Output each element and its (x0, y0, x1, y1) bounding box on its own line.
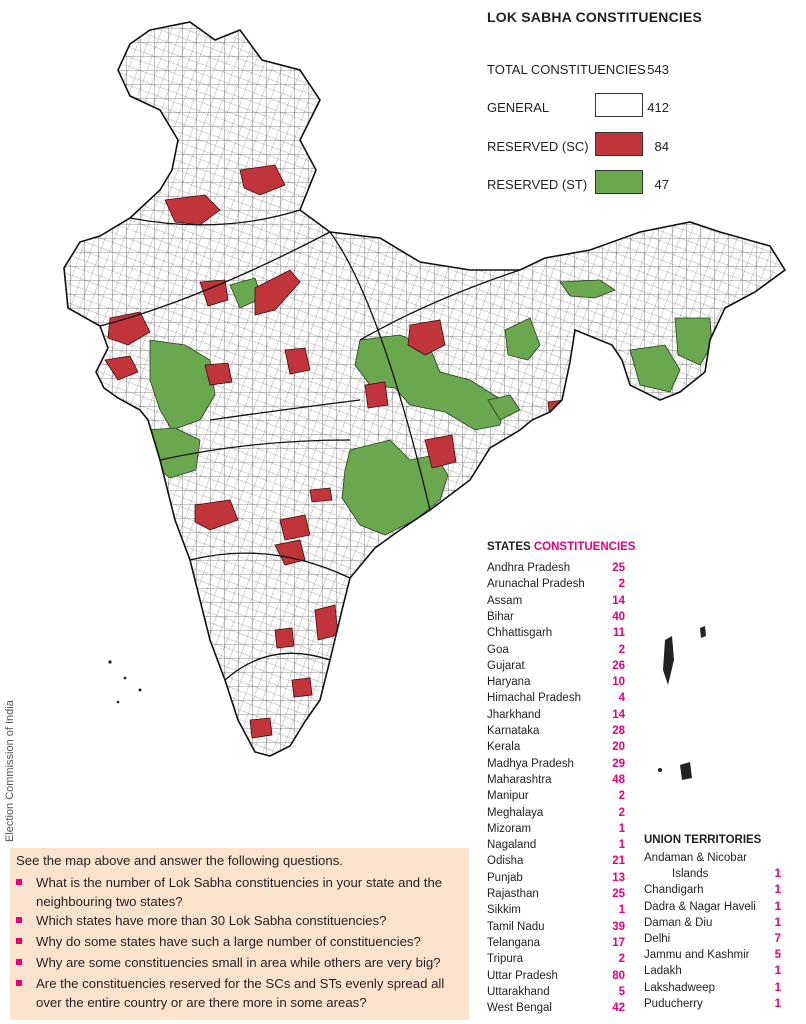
list-item-name: Gujarat (487, 659, 525, 672)
legend-label: GENERAL (487, 100, 550, 115)
list-item-name: Punjab (487, 871, 523, 884)
list-item-name: Chandigarh (644, 884, 704, 897)
list-item-name: Chhattisgarh (487, 627, 553, 640)
list-item-name: Uttar Pradesh (487, 969, 558, 982)
list-item-count: 1 (618, 839, 625, 852)
list-item-name: Andhra Pradesh (487, 562, 571, 574)
legend-label: RESERVED (SC) (487, 139, 589, 154)
list-item-count: 17 (612, 936, 625, 949)
list-item-count: 11 (612, 627, 625, 640)
list-item-name: Islands (672, 868, 709, 881)
list-item-count: 21 (612, 855, 625, 868)
list-item-count: 29 (612, 757, 625, 770)
list-item-count: 25 (612, 562, 625, 574)
list-item-name: Puducherry (644, 997, 703, 1010)
list-item-count: 26 (612, 659, 625, 672)
list-item-name: Sikkim (487, 904, 521, 917)
list-item-count: 14 (612, 708, 625, 721)
list-item-name: Goa (487, 643, 509, 656)
list-item-name: Odisha (487, 855, 524, 868)
bullet-icon (16, 959, 22, 965)
list-item-count: 1 (774, 900, 781, 913)
list-item-count: 1 (618, 904, 625, 917)
list-item-count: 4 (618, 692, 625, 705)
list-item-count: 40 (612, 610, 625, 623)
list-item-name: Jammu and Kashmir (644, 949, 750, 962)
legend-swatch-st (595, 170, 643, 194)
list-item-name: Madhya Pradesh (487, 757, 574, 770)
list-item-count: 1 (774, 868, 781, 881)
questions-intro: See the map above and answer the following questions. (16, 853, 343, 868)
list-item-count: 1 (618, 822, 625, 835)
list-item-count: 1 (774, 981, 781, 994)
list-item-name: West Bengal (487, 1002, 552, 1015)
list-item-count: 39 (612, 920, 625, 933)
question-text: Are the constituencies reserved for the SCs and STs evenly spread all over the entire country or are there more in some areas? (36, 976, 445, 1010)
list-item-name: Uttarakhand (487, 985, 550, 998)
list-item-count: 28 (612, 725, 625, 737)
list-item-count: 5 (774, 949, 781, 962)
legend-value: 412 (647, 100, 669, 115)
list-item-count: 14 (612, 594, 625, 607)
credit-text: Election Commission of India (4, 700, 16, 842)
bullet-icon (16, 980, 22, 986)
question-text: What is the number of Lok Sabha constituencies in your state and the neighbouring two states? (36, 875, 443, 909)
list-item-name: Delhi (644, 933, 671, 945)
question-text: Which states have more than 30 Lok Sabha constituencies? (36, 913, 387, 928)
list-item-name: Ladakh (644, 965, 682, 978)
list-item-name: Maharashtra (487, 773, 552, 786)
list-item-name: Tripura (487, 953, 523, 966)
list-item-count: 2 (618, 790, 625, 803)
list-item-count: 5 (618, 985, 625, 998)
questions-box (10, 848, 469, 1020)
list-item-count: 1 (774, 916, 781, 929)
list-item-name: Nagaland (487, 839, 537, 852)
list-item-count: 80 (612, 969, 625, 982)
legend-value: 543 (647, 62, 669, 77)
list-item-count: 1 (774, 884, 781, 897)
list-item-name: Tamil Nadu (487, 920, 545, 933)
question-text: Why are some constituencies small in area while others are very big? (36, 955, 441, 970)
list-item-name: Kerala (487, 741, 521, 754)
list-item-name: Manipur (487, 790, 529, 803)
list-item-name: Bihar (487, 610, 514, 623)
list-item-name: Andaman & Nicobar (644, 852, 747, 864)
list-item-name: Mizoram (487, 822, 532, 835)
list-item-count: 2 (618, 643, 625, 656)
bullet-icon (16, 879, 22, 885)
list-item-count: 48 (612, 773, 625, 786)
list-item-count: 10 (612, 676, 625, 689)
list-item-count: 1 (774, 997, 781, 1010)
list-item-name: Daman & Diu (644, 916, 713, 929)
list-item-name: Dadra & Nagar Haveli (644, 900, 756, 913)
list-item-count: 2 (618, 953, 625, 966)
list-item-name: Jharkhand (487, 708, 541, 721)
bullet-icon (16, 917, 22, 923)
list-item-name: Meghalaya (487, 806, 544, 819)
states-header (487, 541, 635, 553)
legend-value: 47 (654, 177, 669, 192)
states-header-label: STATES (487, 541, 531, 553)
list-item-count: 7 (774, 933, 781, 945)
states-header-accent: CONSTITUENCIES (533, 541, 636, 553)
list-item-count: 13 (612, 871, 625, 884)
ut-header: UNION TERRITORIES (644, 834, 762, 846)
legend-title: LOK SABHA CONSTITUENCIES (487, 9, 703, 25)
legend-swatch-sc (595, 132, 643, 156)
list-item-count: 2 (618, 578, 625, 591)
list-item-name: Assam (487, 594, 523, 607)
list-item-count: 25 (612, 888, 625, 900)
list-item-name: Arunachal Pradesh (487, 578, 585, 591)
list-item-name: Telangana (487, 936, 541, 949)
legend-value: 84 (654, 139, 669, 154)
list-item-name: Himachal Pradesh (487, 692, 581, 705)
list-item-name: Karnataka (487, 725, 540, 737)
list-item-count: 2 (618, 806, 625, 819)
list-item-name: Lakshadweep (644, 981, 715, 994)
legend-label: TOTAL CONSTITUENCIES (487, 62, 646, 77)
list-item-name: Haryana (487, 676, 531, 689)
question-text: Why do some states have such a large number of constituencies? (36, 934, 421, 949)
legend-label: RESERVED (ST) (487, 177, 588, 192)
list-item-name: Rajasthan (487, 888, 539, 900)
legend-swatch-general (595, 93, 643, 117)
list-item-count: 42 (612, 1002, 625, 1015)
list-item-count: 20 (612, 741, 625, 754)
bullet-icon (16, 938, 22, 944)
list-item-count: 1 (774, 965, 781, 978)
